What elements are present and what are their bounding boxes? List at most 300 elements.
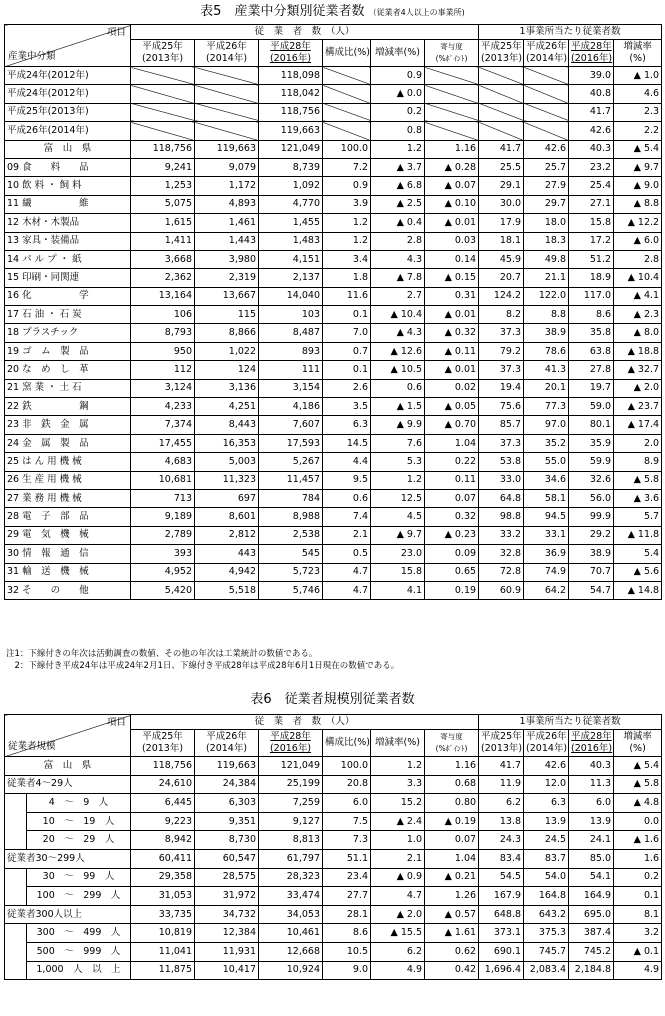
cell-blank [479, 122, 524, 140]
cell-p28: 41.7 [569, 103, 614, 121]
cell-share: 100.0 [323, 757, 371, 776]
header-2014 [195, 40, 259, 67]
cell-blank [195, 67, 259, 85]
row-label-total: 富 山 県 [5, 757, 131, 776]
cell-v25: 9,241 [131, 158, 195, 176]
cell-p26: 42.6 [524, 757, 569, 776]
cell-p28: 63.8 [569, 342, 614, 360]
cell-p28: 70.7 [569, 563, 614, 581]
row-label-total: 富 山 県 [5, 140, 131, 158]
header-2014-sub: (2014年) [205, 743, 248, 754]
cell-p28: 40.3 [569, 757, 614, 776]
cell-p25: 45.9 [479, 250, 524, 268]
table-row [5, 775, 662, 794]
cell-p25: 25.5 [479, 158, 524, 176]
cell-blank [425, 85, 479, 103]
row-label: 09 食 料 品 [5, 158, 131, 176]
cell-contrib: 0.19 [425, 581, 479, 599]
cell-blank [524, 85, 569, 103]
cell-rate: 0.1 [614, 887, 662, 906]
cell-contrib: ▲ 0.01 [425, 214, 479, 232]
table-row [5, 868, 662, 887]
header-2013-label: 平成25年 [142, 731, 183, 742]
cell-contrib: 1.04 [425, 434, 479, 452]
cell-share: 4.7 [323, 563, 371, 581]
cell-v28: 2,137 [259, 269, 323, 287]
table-row [5, 324, 662, 342]
header-per-2013-label: 平成25年 [481, 731, 522, 742]
cell-v28: 111 [259, 361, 323, 379]
cell-p26: 27.9 [524, 177, 569, 195]
header-per-2013-sub: (2013年) [481, 53, 523, 64]
cell-chg: 1.2 [371, 757, 425, 776]
cell-chg: 4.9 [371, 961, 425, 980]
cell-p26: 8.8 [524, 306, 569, 324]
table-row [5, 398, 662, 416]
cell-v28: 11,457 [259, 471, 323, 489]
cell-chg: 1.0 [371, 831, 425, 850]
cell-p26: 21.1 [524, 269, 569, 287]
cell-rate: ▲ 17.4 [614, 416, 662, 434]
cell-v26: 2,319 [195, 269, 259, 287]
cell-blank [479, 67, 524, 85]
reference-row [5, 85, 662, 103]
table-row [5, 812, 662, 831]
cell-p26: 122.0 [524, 287, 569, 305]
cell-v26: 124 [195, 361, 259, 379]
cell-p25: 20.7 [479, 269, 524, 287]
cell-p25: 41.7 [479, 140, 524, 158]
cell-v25: 60,411 [131, 849, 195, 868]
header-contribution-unit: (%ﾎﾟｲﾝﾄ) [435, 744, 468, 753]
table-row [5, 794, 662, 813]
cell-contrib: 0.14 [425, 250, 479, 268]
cell-rate: ▲ 9.7 [614, 158, 662, 176]
cell-p26: 34.6 [524, 471, 569, 489]
cell-v25: 3,124 [131, 379, 195, 397]
cell-v26: 1,022 [195, 342, 259, 360]
cell-p25: 30.0 [479, 195, 524, 213]
cell-rate: 4.9 [614, 961, 662, 980]
header-2016 [259, 40, 323, 67]
cell-p26: 12.0 [524, 775, 569, 794]
cell-chg: 12.5 [371, 489, 425, 507]
group-label: 従業者4～29人 [5, 775, 131, 794]
cell-chg: 0.8 [371, 122, 425, 140]
cell-contrib: 0.68 [425, 775, 479, 794]
indent-cell [5, 794, 27, 850]
cell-v25: 5,075 [131, 195, 195, 213]
header-share: 構成比(%) [323, 730, 371, 757]
cell-p26: 2,083.4 [524, 961, 569, 980]
cell-rate: ▲ 8.8 [614, 195, 662, 213]
cell-contrib: 1.16 [425, 140, 479, 158]
cell-p26: 74.9 [524, 563, 569, 581]
header-share: 構成比(%) [323, 40, 371, 67]
cell-rate: ▲ 11.8 [614, 526, 662, 544]
table6-title: 表6 従業者規模別従業者数 [250, 692, 415, 707]
cell-v26: 8,443 [195, 416, 259, 434]
cell-v28: 14,040 [259, 287, 323, 305]
header-item-label: 項目 [106, 717, 126, 728]
cell-p28: 23.2 [569, 158, 614, 176]
cell-p28: 745.2 [569, 942, 614, 961]
cell-p26: 41.3 [524, 361, 569, 379]
cell-v26: 10,417 [195, 961, 259, 980]
cell-v25: 2,789 [131, 526, 195, 544]
cell-contrib: ▲ 0.11 [425, 342, 479, 360]
cell-v26: 60,547 [195, 849, 259, 868]
cell-share: 9.5 [323, 471, 371, 489]
header-per-establishment-group: 1事業所当たり従業者数 [479, 715, 662, 730]
cell-v25: 4,683 [131, 453, 195, 471]
cell-p26: 64.2 [524, 581, 569, 599]
cell-share: 1.8 [323, 269, 371, 287]
row-label: 平成24年(2012年) [5, 85, 131, 103]
row-label: 10 飲 料 ・ 飼 料 [5, 177, 131, 195]
cell-p25: 83.4 [479, 849, 524, 868]
cell-share: 0.9 [323, 177, 371, 195]
table-row [5, 140, 662, 158]
cell-p25: 29.1 [479, 177, 524, 195]
cell-v26: 8,730 [195, 831, 259, 850]
table-row [5, 416, 662, 434]
cell-v26: 3,136 [195, 379, 259, 397]
cell-v25: 8,793 [131, 324, 195, 342]
cell-v26: 16,353 [195, 434, 259, 452]
cell-p28: 42.6 [569, 122, 614, 140]
cell-v25: 3,668 [131, 250, 195, 268]
cell-contrib: 0.62 [425, 942, 479, 961]
cell-p28: 39.0 [569, 67, 614, 85]
cell-rate: ▲ 0.1 [614, 942, 662, 961]
row-label: 20 ～ 29 人 [27, 831, 131, 850]
cell-v28: 4,770 [259, 195, 323, 213]
cell-rate: ▲ 8.0 [614, 324, 662, 342]
cell-share: 23.4 [323, 868, 371, 887]
cell-v26: 12,384 [195, 924, 259, 943]
table-row [5, 379, 662, 397]
cell-rate: ▲ 5.4 [614, 757, 662, 776]
header-per-2016-label: 平成28年 [571, 731, 612, 742]
cell-p28: 11.3 [569, 775, 614, 794]
cell-v26: 24,384 [195, 775, 259, 794]
cell-p28: 35.9 [569, 434, 614, 452]
cell-chg: ▲ 12.6 [371, 342, 425, 360]
cell-p26: 38.9 [524, 324, 569, 342]
table-row [5, 232, 662, 250]
cell-p28: 56.0 [569, 489, 614, 507]
cell-v28: 119,663 [259, 122, 323, 140]
cell-contrib: ▲ 1.61 [425, 924, 479, 943]
cell-chg: ▲ 0.9 [371, 868, 425, 887]
header-2013 [131, 40, 195, 67]
table6 [4, 714, 662, 980]
cell-blank [131, 67, 195, 85]
cell-v25: 31,053 [131, 887, 195, 906]
cell-v26: 4,251 [195, 398, 259, 416]
cell-v28: 25,199 [259, 775, 323, 794]
cell-share: 7.0 [323, 324, 371, 342]
cell-chg: ▲ 10.4 [371, 306, 425, 324]
cell-p26: 375.3 [524, 924, 569, 943]
cell-p28: 29.2 [569, 526, 614, 544]
header-2014-sub: (2014年) [205, 53, 248, 64]
cell-v26: 443 [195, 545, 259, 563]
cell-p28: 19.7 [569, 379, 614, 397]
row-label: 22 鉄 鋼 [5, 398, 131, 416]
cell-rate: ▲ 5.8 [614, 775, 662, 794]
cell-p26: 54.0 [524, 868, 569, 887]
cell-contrib: 0.42 [425, 961, 479, 980]
cell-v26: 8,601 [195, 508, 259, 526]
cell-p28: 18.9 [569, 269, 614, 287]
header-change: 増減率(%) [371, 40, 425, 67]
cell-v26: 8,866 [195, 324, 259, 342]
header-rate-unit: (%) [629, 743, 646, 754]
header-per-2016 [569, 730, 614, 757]
cell-v26: 1,172 [195, 177, 259, 195]
cell-v26: 9,351 [195, 812, 259, 831]
cell-v25: 4,952 [131, 563, 195, 581]
cell-v26: 9,079 [195, 158, 259, 176]
cell-contrib: 1.04 [425, 849, 479, 868]
cell-v26: 115 [195, 306, 259, 324]
cell-p28: 24.1 [569, 831, 614, 850]
reference-row [5, 67, 662, 85]
table-row [5, 306, 662, 324]
cell-v26: 34,732 [195, 905, 259, 924]
cell-rate: ▲ 1.0 [614, 67, 662, 85]
cell-p28: 35.8 [569, 324, 614, 342]
cell-rate: ▲ 4.1 [614, 287, 662, 305]
cell-v28: 33,474 [259, 887, 323, 906]
header-2016-sub: (2016年) [269, 53, 312, 64]
cell-v25: 11,875 [131, 961, 195, 980]
cell-v25: 118,756 [131, 757, 195, 776]
table-row [5, 831, 662, 850]
row-label: 平成24年(2012年) [5, 67, 131, 85]
row-label: 13 家具・装備品 [5, 232, 131, 250]
cell-rate: 5.7 [614, 508, 662, 526]
cell-chg: 4.3 [371, 250, 425, 268]
cell-v26: 119,663 [195, 757, 259, 776]
row-label: 100 ～ 299 人 [27, 887, 131, 906]
header-per-2013 [479, 40, 524, 67]
row-label: 21 窯 業 ・ 土 石 [5, 379, 131, 397]
header-per-2014 [524, 40, 569, 67]
cell-blank [195, 103, 259, 121]
cell-p25: 13.8 [479, 812, 524, 831]
cell-v28: 3,154 [259, 379, 323, 397]
cell-share: 0.5 [323, 545, 371, 563]
cell-v26: 11,323 [195, 471, 259, 489]
row-label: 12 木材・木製品 [5, 214, 131, 232]
table-row [5, 287, 662, 305]
cell-share: 7.4 [323, 508, 371, 526]
header-contribution [425, 40, 479, 67]
table-row [5, 158, 662, 176]
cell-chg: 0.9 [371, 67, 425, 85]
row-label: 300 ～ 499 人 [27, 924, 131, 943]
cell-rate: 2.0 [614, 434, 662, 452]
row-label: 23 非 鉄 金 属 [5, 416, 131, 434]
cell-p26: 18.0 [524, 214, 569, 232]
cell-p28: 80.1 [569, 416, 614, 434]
cell-share: 11.6 [323, 287, 371, 305]
cell-p26: 49.8 [524, 250, 569, 268]
header-2016-label: 平成28年 [270, 41, 311, 52]
cell-p28: 387.4 [569, 924, 614, 943]
cell-share: 7.5 [323, 812, 371, 831]
cell-contrib: ▲ 0.32 [425, 324, 479, 342]
header-2016-sub: (2016年) [269, 743, 312, 754]
cell-v26: 28,575 [195, 868, 259, 887]
cell-chg: 2.1 [371, 849, 425, 868]
table5-notes [6, 648, 399, 672]
cell-p28: 32.6 [569, 471, 614, 489]
cell-contrib: ▲ 0.10 [425, 195, 479, 213]
cell-v25: 24,610 [131, 775, 195, 794]
cell-share: 6.3 [323, 416, 371, 434]
cell-contrib: ▲ 0.01 [425, 361, 479, 379]
cell-chg: 2.7 [371, 287, 425, 305]
cell-v25: 1,253 [131, 177, 195, 195]
header-rate-label: 増減率 [623, 41, 652, 52]
table-row [5, 887, 662, 906]
cell-v25: 17,455 [131, 434, 195, 452]
row-label: 32 そ の 他 [5, 581, 131, 599]
table-row [5, 508, 662, 526]
cell-p28: 17.2 [569, 232, 614, 250]
cell-blank [425, 122, 479, 140]
header-contribution [425, 730, 479, 757]
cell-rate: 8.9 [614, 453, 662, 471]
cell-blank [323, 67, 371, 85]
cell-p28: 59.0 [569, 398, 614, 416]
cell-v26: 5,518 [195, 581, 259, 599]
cell-rate: 2.8 [614, 250, 662, 268]
cell-contrib: ▲ 0.28 [425, 158, 479, 176]
cell-v28: 121,049 [259, 757, 323, 776]
row-label: 29 電 気 機 械 [5, 526, 131, 544]
cell-v28: 5,267 [259, 453, 323, 471]
cell-v28: 893 [259, 342, 323, 360]
cell-p28: 27.1 [569, 195, 614, 213]
header-per-2013-label: 平成25年 [481, 41, 522, 52]
cell-chg: 15.8 [371, 563, 425, 581]
cell-share: 0.1 [323, 361, 371, 379]
table-row [5, 342, 662, 360]
cell-v28: 118,098 [259, 67, 323, 85]
table5 [4, 24, 662, 600]
cell-contrib: 0.32 [425, 508, 479, 526]
cell-v25: 6,445 [131, 794, 195, 813]
cell-v26: 13,667 [195, 287, 259, 305]
cell-p26: 42.6 [524, 140, 569, 158]
group-label: 従業者300人以上 [5, 905, 131, 924]
cell-p26: 25.7 [524, 158, 569, 176]
cell-p25: 37.3 [479, 434, 524, 452]
cell-v25: 118,756 [131, 140, 195, 158]
cell-contrib: ▲ 0.70 [425, 416, 479, 434]
indent-cell [5, 924, 27, 980]
cell-p25: 1,696.4 [479, 961, 524, 980]
cell-p26: 18.3 [524, 232, 569, 250]
cell-v25: 29,358 [131, 868, 195, 887]
header-rate [614, 40, 662, 67]
cell-blank [425, 67, 479, 85]
cell-rate: ▲ 1.6 [614, 831, 662, 850]
cell-rate: ▲ 12.2 [614, 214, 662, 232]
cell-p28: 40.8 [569, 85, 614, 103]
cell-p25: 124.2 [479, 287, 524, 305]
cell-p28: 25.4 [569, 177, 614, 195]
header-contribution-label: 寄与度 [440, 42, 463, 51]
cell-p25: 54.5 [479, 868, 524, 887]
reference-row [5, 103, 662, 121]
header-per-2013 [479, 730, 524, 757]
indent-cell [5, 868, 27, 905]
cell-contrib: ▲ 0.05 [425, 398, 479, 416]
cell-contrib: 0.09 [425, 545, 479, 563]
cell-blank [323, 85, 371, 103]
cell-rate: 0.2 [614, 868, 662, 887]
cell-share: 0.6 [323, 489, 371, 507]
cell-v25: 5,420 [131, 581, 195, 599]
cell-chg: 0.2 [371, 103, 425, 121]
cell-p25: 64.8 [479, 489, 524, 507]
header-contribution-unit: (%ﾎﾟｲﾝﾄ) [435, 54, 468, 63]
cell-share: 3.5 [323, 398, 371, 416]
cell-contrib: ▲ 0.23 [425, 526, 479, 544]
row-label: 10 ～ 19 人 [27, 812, 131, 831]
cell-chg: ▲ 0.4 [371, 214, 425, 232]
cell-p25: 33.0 [479, 471, 524, 489]
header-per-2016-label: 平成28年 [571, 41, 612, 52]
table-row [5, 581, 662, 599]
cell-rate: ▲ 6.0 [614, 232, 662, 250]
cell-p28: 8.6 [569, 306, 614, 324]
cell-p28: 2,184.8 [569, 961, 614, 980]
table-row [5, 563, 662, 581]
table-row [5, 177, 662, 195]
row-label: 24 金 属 製 品 [5, 434, 131, 452]
header-row-label: 従業者規模 [8, 741, 56, 752]
cell-chg: ▲ 1.5 [371, 398, 425, 416]
cell-v26: 697 [195, 489, 259, 507]
cell-rate: ▲ 2.3 [614, 306, 662, 324]
cell-v25: 8,942 [131, 831, 195, 850]
cell-v28: 61,797 [259, 849, 323, 868]
cell-v25: 2,362 [131, 269, 195, 287]
cell-contrib: 0.22 [425, 453, 479, 471]
cell-blank [323, 103, 371, 121]
cell-chg: ▲ 3.7 [371, 158, 425, 176]
cell-rate: 8.1 [614, 905, 662, 924]
table-row [5, 942, 662, 961]
cell-v28: 8,813 [259, 831, 323, 850]
row-label: 20 な め し 革 [5, 361, 131, 379]
cell-v25: 9,189 [131, 508, 195, 526]
cell-v25: 13,164 [131, 287, 195, 305]
cell-blank [323, 122, 371, 140]
cell-v25: 4,233 [131, 398, 195, 416]
cell-chg: 6.2 [371, 942, 425, 961]
header-per-2016-sub: (2016年) [571, 743, 613, 754]
cell-p26: 24.5 [524, 831, 569, 850]
cell-p25: 24.3 [479, 831, 524, 850]
